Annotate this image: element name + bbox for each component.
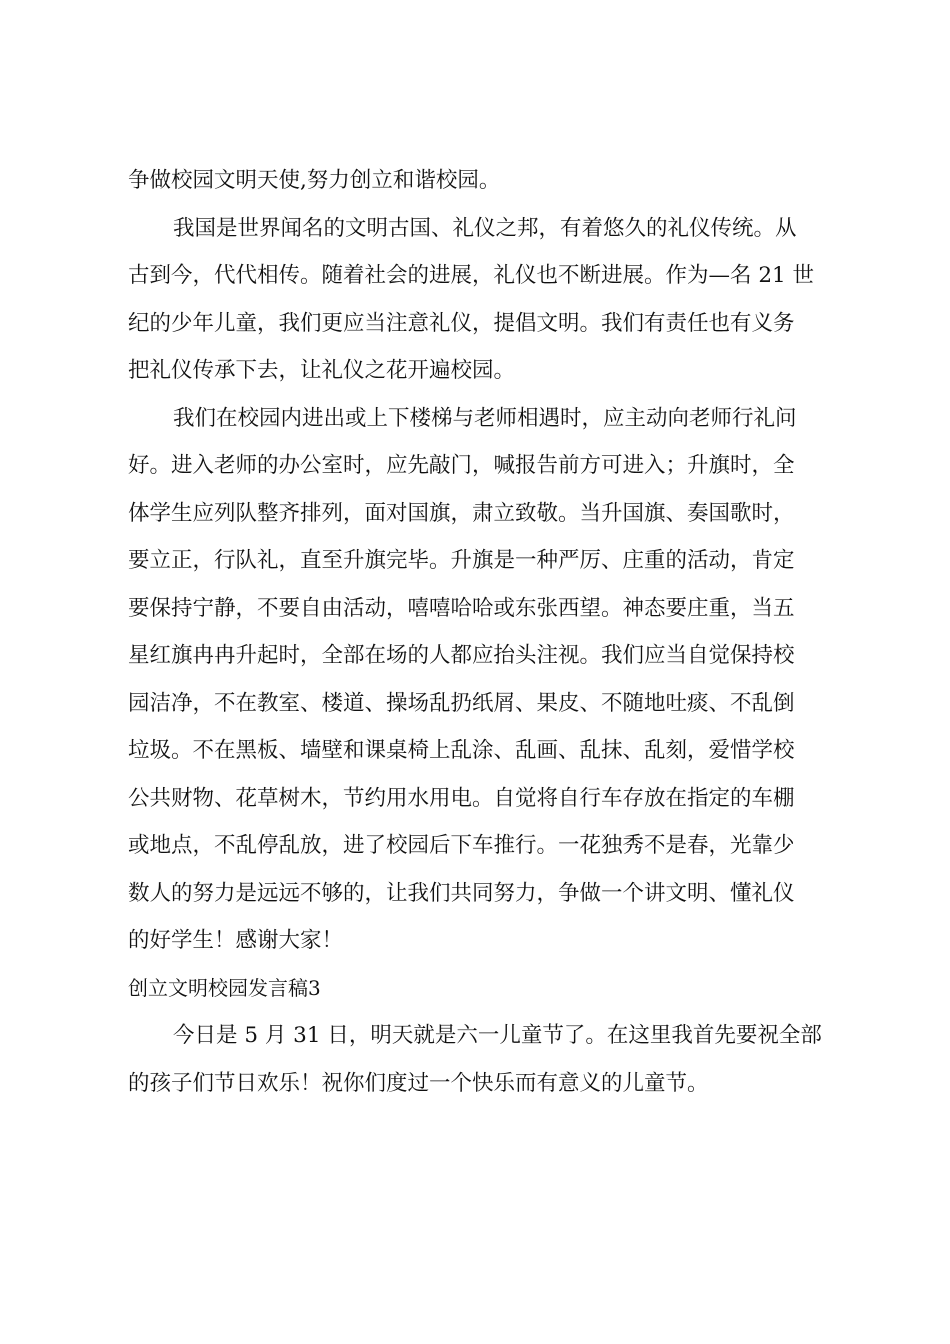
document-body — [128, 157, 834, 1107]
text-line: 古到今，代代相传。随着社会的进展，礼仪也不断进展。作为—名 21 世 — [128, 263, 815, 288]
text-line: 我国是世界闻名的文明古国、礼仪之邦，有着悠久的礼仪传统。从 — [173, 215, 797, 241]
text-line: 星红旗冉冉升起时，全部在场的人都应抬头注视。我们应当自觉保持校 — [128, 643, 795, 668]
text-line: 纪的少年儿童，我们更应当注意礼仪，提倡文明。我们有责任也有义务 — [128, 310, 795, 336]
text-line: 体学生应列队整齐排列，面对国旗，肃立致敬。当升国旗、奏国歌时， — [128, 500, 795, 526]
text-line: 垃圾。不在黑板、墙壁和课桌椅上乱涂、乱画、乱抹、乱刻，爱惜学校 — [128, 738, 795, 763]
text-line: 我们在校园内进出或上下楼梯与老师相遇时，应主动向老师行礼问 — [173, 405, 797, 431]
text-line: 公共财物、花草树木，节约用水用电。自觉将自行车存放在指定的车棚 — [128, 785, 795, 811]
text-line: 好。进入老师的办公室时，应先敲门，喊报告前方可进入；升旗时，全 — [128, 453, 795, 478]
text-line: 或地点，不乱停乱放，进了校园后下车推行。一花独秀不是春，光靠少 — [128, 833, 795, 858]
text-line: 要保持宁静，不要自由活动，嘻嘻哈哈或东张西望。神态要庄重，当五 — [128, 595, 795, 621]
section-heading: 创立文明校园发言稿3 — [128, 975, 321, 1000]
text-line: 把礼仪传承下去，让礼仪之花开遍校园。 — [128, 358, 516, 383]
text-line: 的好学生！感谢大家！ — [128, 928, 344, 953]
text-line: 园洁净，不在教室、楼道、操场乱扔纸屑、果皮、不随地吐痰、不乱倒 — [128, 690, 795, 716]
text-line: 数人的努力是远远不够的，让我们共同努力，争做一个讲文明、懂礼仪 — [128, 880, 795, 906]
text-line: 要立正，行队礼，直至升旗完毕。升旗是一种严厉、庄重的活动，肯定 — [128, 548, 795, 573]
text-line: 争做校园文明天使,努力创立和谐校园。 — [128, 168, 501, 193]
text-line: 的孩子们节日欢乐！祝你们度过一个快乐而有意义的儿童节。 — [128, 1070, 709, 1096]
text-line: 今日是 5 月 31 日，明天就是六一儿童节了。在这里我首先要祝全部 — [173, 1023, 822, 1048]
